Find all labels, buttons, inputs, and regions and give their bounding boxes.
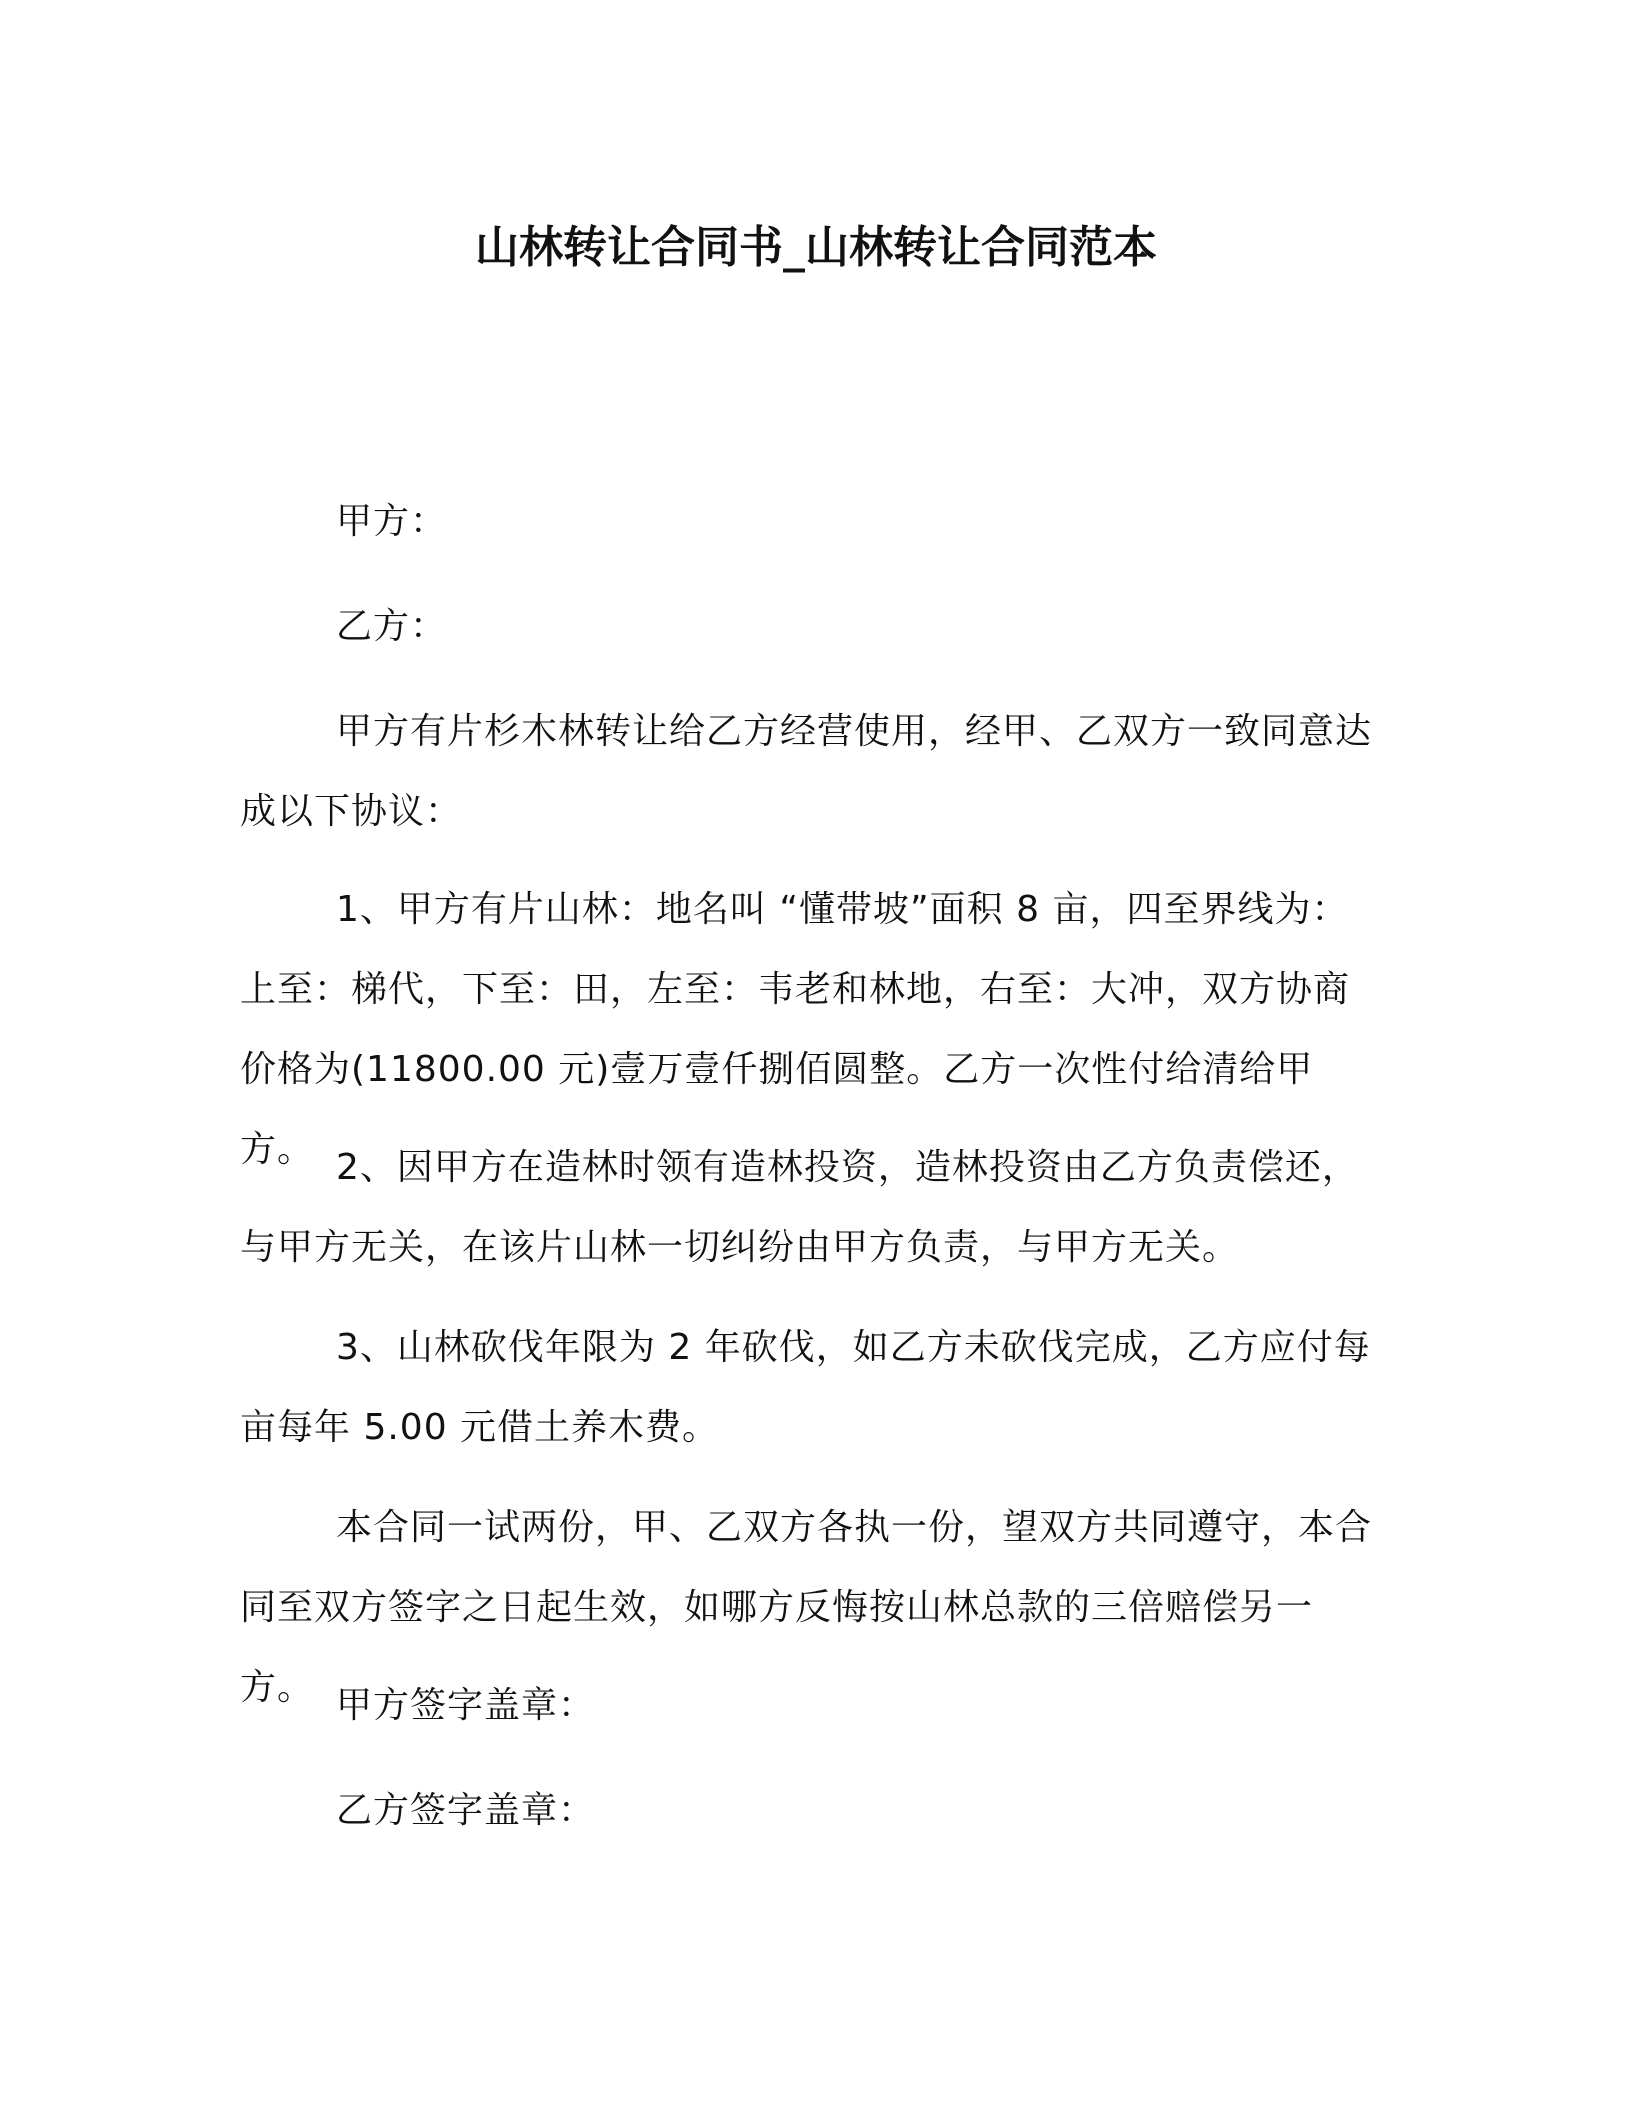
closing-paragraph: 本合同一试两份，甲、乙双方各执一份，望双方共同遵守，本合同至双方签字之日起生效，如哪方反悔按山林总款的三倍赔偿另一方。 <box>240 1507 1373 1708</box>
party-b-signature: 乙方签字盖章： <box>336 1790 596 1831</box>
party-b-label: 乙方： <box>336 606 448 647</box>
clause-3: 3、山林砍伐年限为 2 年砍伐，如乙方未砍伐完成，乙方应付每亩每年 5.00 元借土养木费。 <box>240 1327 1371 1448</box>
clause-1: 1、甲方有片山林：地名叫 “懂带坡”面积 8 亩，四至界线为：上至：梯代，下至：田，左至：韦老和林地，右至：大冲，双方协商价格为(11800.00 元)壹万壹仟捌佰圆整。乙方一次性付给清给甲方。 <box>240 889 1351 1170</box>
party-a-label: 甲方： <box>336 501 448 542</box>
document-title: 山林转让合同书_山林转让合同范本 <box>475 222 1157 273</box>
intro-paragraph: 甲方有片杉木林转让给乙方经营使用，经甲、乙双方一致同意达成以下协议： <box>240 711 1373 832</box>
party-a-signature: 甲方签字盖章： <box>336 1685 596 1726</box>
clause-2: 2、因甲方在造林时领有造林投资，造林投资由乙方负责偿还，与甲方无关，在该片山林一切纠纷由甲方负责，与甲方无关。 <box>240 1147 1359 1268</box>
